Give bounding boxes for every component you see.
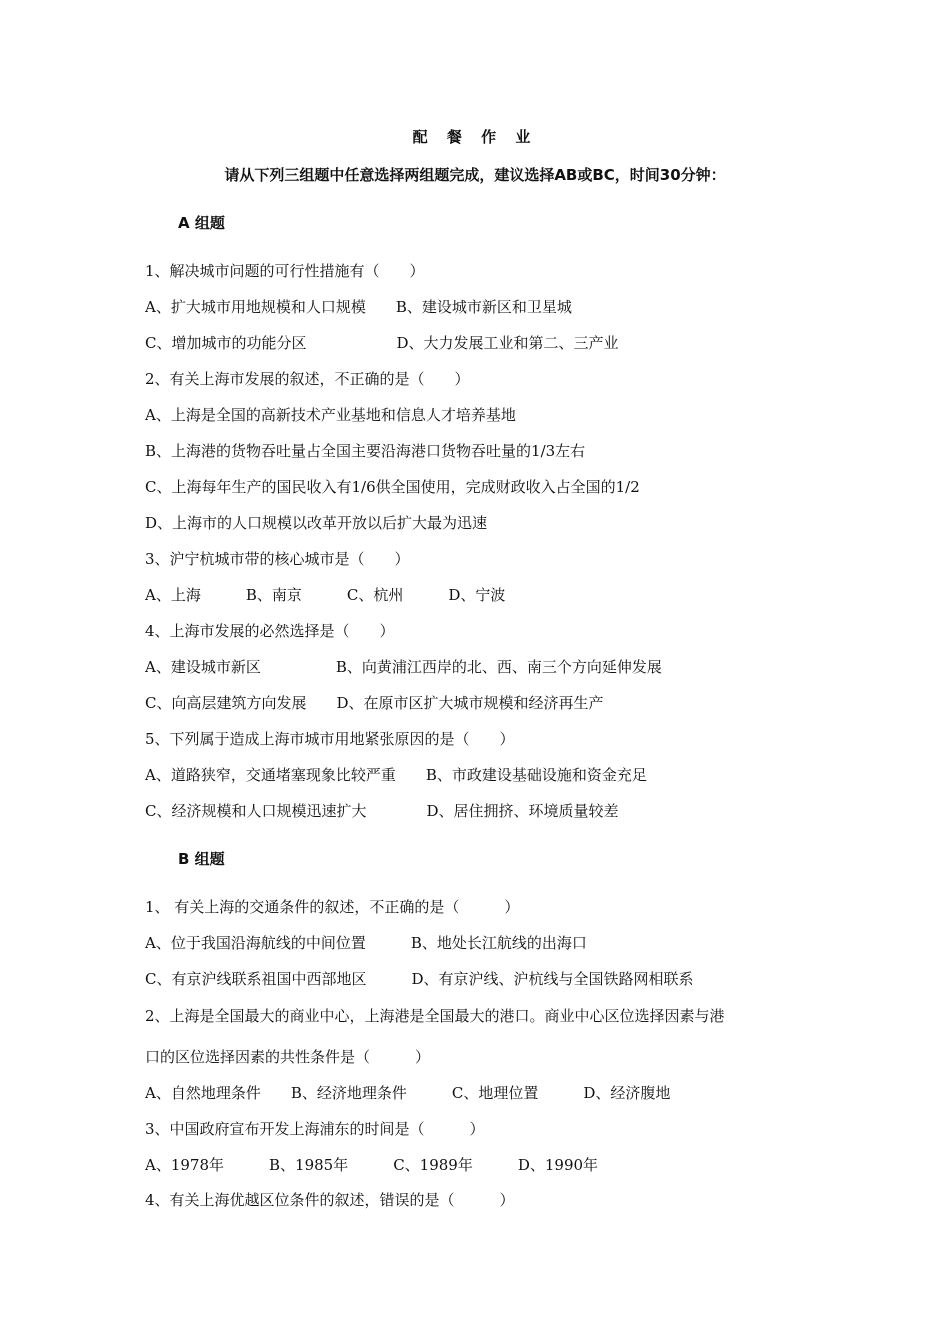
group-a-heading: A 组题 — [178, 214, 225, 232]
question-line: 2、上海是全国最大的商业中心，上海港是全国最大的港口。商业中心区位选择因素与港 — [145, 1007, 725, 1025]
question-line: 3、沪宁杭城市带的核心城市是（ ） — [145, 550, 410, 568]
question-line: C、有京沪线联系祖国中西部地区 D、有京沪线、沪杭线与全国铁路网相联系 — [145, 970, 694, 988]
question-line: 1、解决城市问题的可行性措施有（ ） — [145, 262, 425, 280]
question-line: 5、下列属于造成上海市城市用地紧张原因的是（ ） — [145, 730, 515, 748]
question-line: A、上海是全国的高新技术产业基地和信息人才培养基地 — [145, 406, 516, 424]
question-line: A、自然地理条件 B、经济地理条件 C、地理位置 D、经济腹地 — [145, 1084, 671, 1102]
page-title: 配 餐 作 业 — [412, 128, 538, 146]
question-line: 4、有关上海优越区位条件的叙述，错误的是（ ） — [145, 1191, 515, 1209]
question-line: 4、上海市发展的必然选择是（ ） — [145, 622, 395, 640]
question-line: 口的区位选择因素的共性条件是（ ） — [145, 1048, 431, 1066]
group-b-heading: B 组题 — [178, 850, 225, 868]
question-line: C、向高层建筑方向发展 D、在原市区扩大城市规模和经济再生产 — [145, 694, 604, 712]
question-line: 2、有关上海市发展的叙述，不正确的是（ ） — [145, 370, 470, 388]
instruction-text: 请从下列三组题中任意选择两组题完成，建议选择AB或BC，时间30分钟： — [224, 166, 726, 184]
question-line: 1、 有关上海的交通条件的叙述，不正确的是（ ） — [145, 898, 520, 916]
question-line: C、上海每年生产的国民收入有1/6供全国使用，完成财政收入占全国的1/2 — [145, 478, 640, 496]
question-line: A、建设城市新区 B、向黄浦江西岸的北、西、南三个方向延伸发展 — [145, 658, 662, 676]
question-line: A、1978年 B、1985年 C、1989年 D、1990年 — [145, 1156, 599, 1174]
question-line: A、道路狭窄，交通堵塞现象比较严重 B、市政建设基础设施和资金充足 — [145, 766, 647, 784]
question-line: C、增加城市的功能分区 D、大力发展工业和第二、三产业 — [145, 334, 619, 352]
question-line: A、上海 B、南京 C、杭州 D、宁波 — [145, 586, 506, 604]
question-line: 3、中国政府宣布开发上海浦东的时间是（ ） — [145, 1120, 485, 1138]
question-line: C、经济规模和人口规模迅速扩大 D、居住拥挤、环境质量较差 — [145, 802, 619, 820]
question-line: A、扩大城市用地规模和人口规模 B、建设城市新区和卫星城 — [145, 298, 572, 316]
question-line: A、位于我国沿海航线的中间位置 B、地处长江航线的出海口 — [145, 934, 587, 952]
question-line: D、上海市的人口规模以改革开放以后扩大最为迅速 — [145, 514, 488, 532]
question-line: B、上海港的货物吞吐量占全国主要沿海港口货物吞吐量的1/3左右 — [145, 442, 586, 460]
